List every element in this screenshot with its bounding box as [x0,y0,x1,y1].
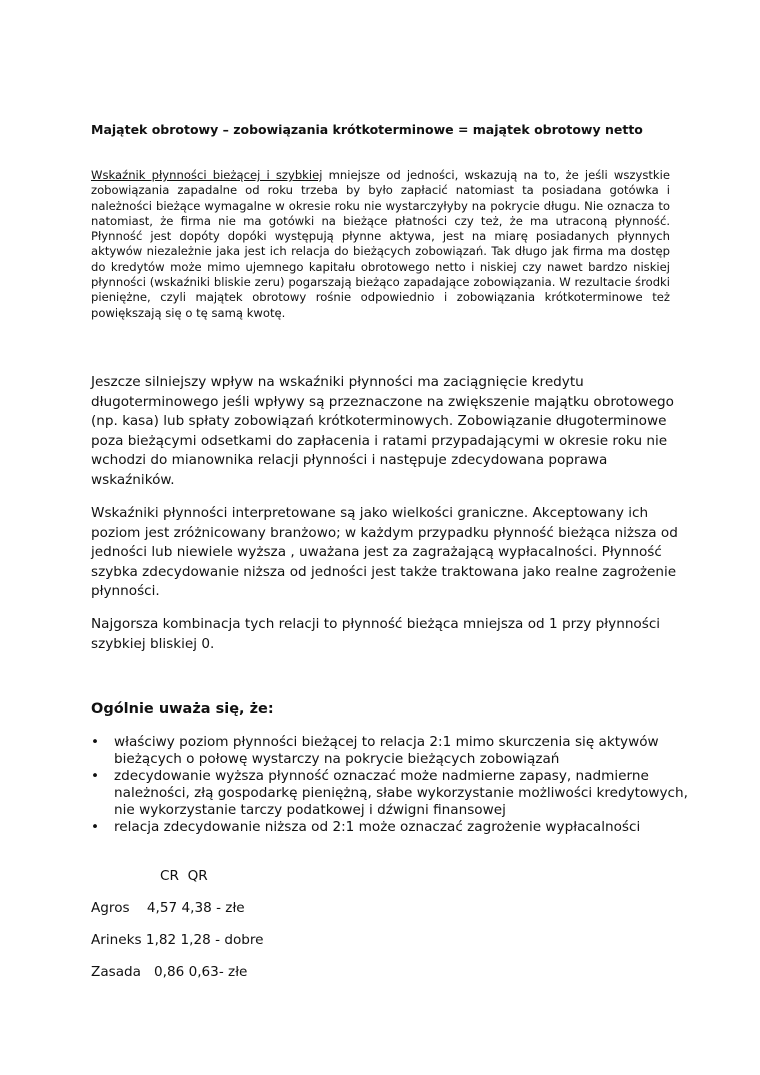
bullet-list [91,734,691,836]
list-item [91,734,691,768]
bullet-icon: • [91,768,100,784]
list-item-text: zdecydowanie wyższa płynność oznaczać może nadmierne zapasy, nadmierne należności, złą gospodarkę pieniężną, słabe wykorzystanie możliwości kredytowych, nie wykorzystanie tarczy podatkowej i dźwigni finansowej [114,768,688,818]
intro-body-text: mniejsze od jedności, wskazują na to, że jeśli wszystkie zobowiązania zapadalne od roku trzeba by było zapłacić natomiast ta posiadana gotówka i należności bieżące wymagalne w okresie roku nie wystarczyłyby na pokrycie długu. Nie oznacza to natomiast, że firma nie ma gotówki na bieżące płatności czy też, że ma utraconą płynność. Płynność jest dopóty dopóki występują płynne aktywa, jest na miarę posiadanych płynnych aktywów niezależnie jaka jest ich relacja do bieżących zobowiązań. Tak długo jak firma ma dostęp do kredytów może mimo ujemnego kapitału obrotowego netto i niskiej czy nawet bardzo niskiej płynności (wskaźniki bliskie zeru) pogarszają bieżąco zapadające zobowiązania. W rezultacie środki pieniężne, czyli majątek obrotowy rośnie odpowiednio i zobowiązania krótkoterminowe też powiększają się o tę samą kwotę. [91,168,670,320]
list-item-text: relacja zdecydowanie niższa od 2:1 może oznaczać zagrożenie wypłacalności [114,819,641,835]
bullet-icon: • [91,734,100,750]
list-item-text: właściwy poziom płynności bieżącej to relacja 2:1 mimo skurczenia się aktywów bieżących o połowę wystarczy na pokrycie bieżących zobowiązań [114,734,659,767]
intro-underlined-text: Wskaźnik płynności bieżącej i szybkiej [91,168,323,182]
paragraph-liquidity-interpretation: Wskaźniki płynności interpretowane są jako wielkości graniczne. Akceptowany ich poziom jest zróżnicowany branżowo; w każdym przypadku płynność bieżąca niższa od jedności lub niewiele wyższa , uważana jest za zagrażającą wypłacalności. Płynność szybka zdecydowanie niższa od jedności jest także traktowana jako realne zagrożenie płynności. [91,505,678,599]
table-header: CR QR [160,868,208,884]
bullet-icon: • [91,819,100,835]
table-row: Zasada 0,86 0,63- złe [91,964,248,980]
page-title: Majątek obrotowy – zobowiązania krótkoterminowe = majątek obrotowy netto [91,122,643,137]
paragraph-long-term-credit: Jeszcze silniejszy wpływ na wskaźniki płynności ma zaciągnięcie kredytu długoterminowego jeśli wpływy są przeznaczone na zwiększenie majątku obrotowego (np. kasa) lub spłaty zobowiązań krótkoterminowych. Zobowiązanie długoterminowe poza bieżącymi odsetkami do zapłacenia i ratami przypadającymi w okresie roku nie wchodzi do mianownika relacji płynności i następuje zdecydowana poprawa wskaźników. [91,374,675,488]
paragraph-worst-combination: Najgorsza kombinacja tych relacji to płynność bieżąca mniejsza od 1 przy płynności szybkiej bliskiej 0. [91,616,661,652]
intro-paragraph [91,168,670,321]
list-item [91,768,691,819]
list-item [91,819,691,836]
table-row: Arineks 1,82 1,28 - dobre [91,932,264,948]
section-subheading: Ogólnie uważa się, że: [91,701,274,717]
table-row: Agros 4,57 4,38 - złe [91,900,245,916]
